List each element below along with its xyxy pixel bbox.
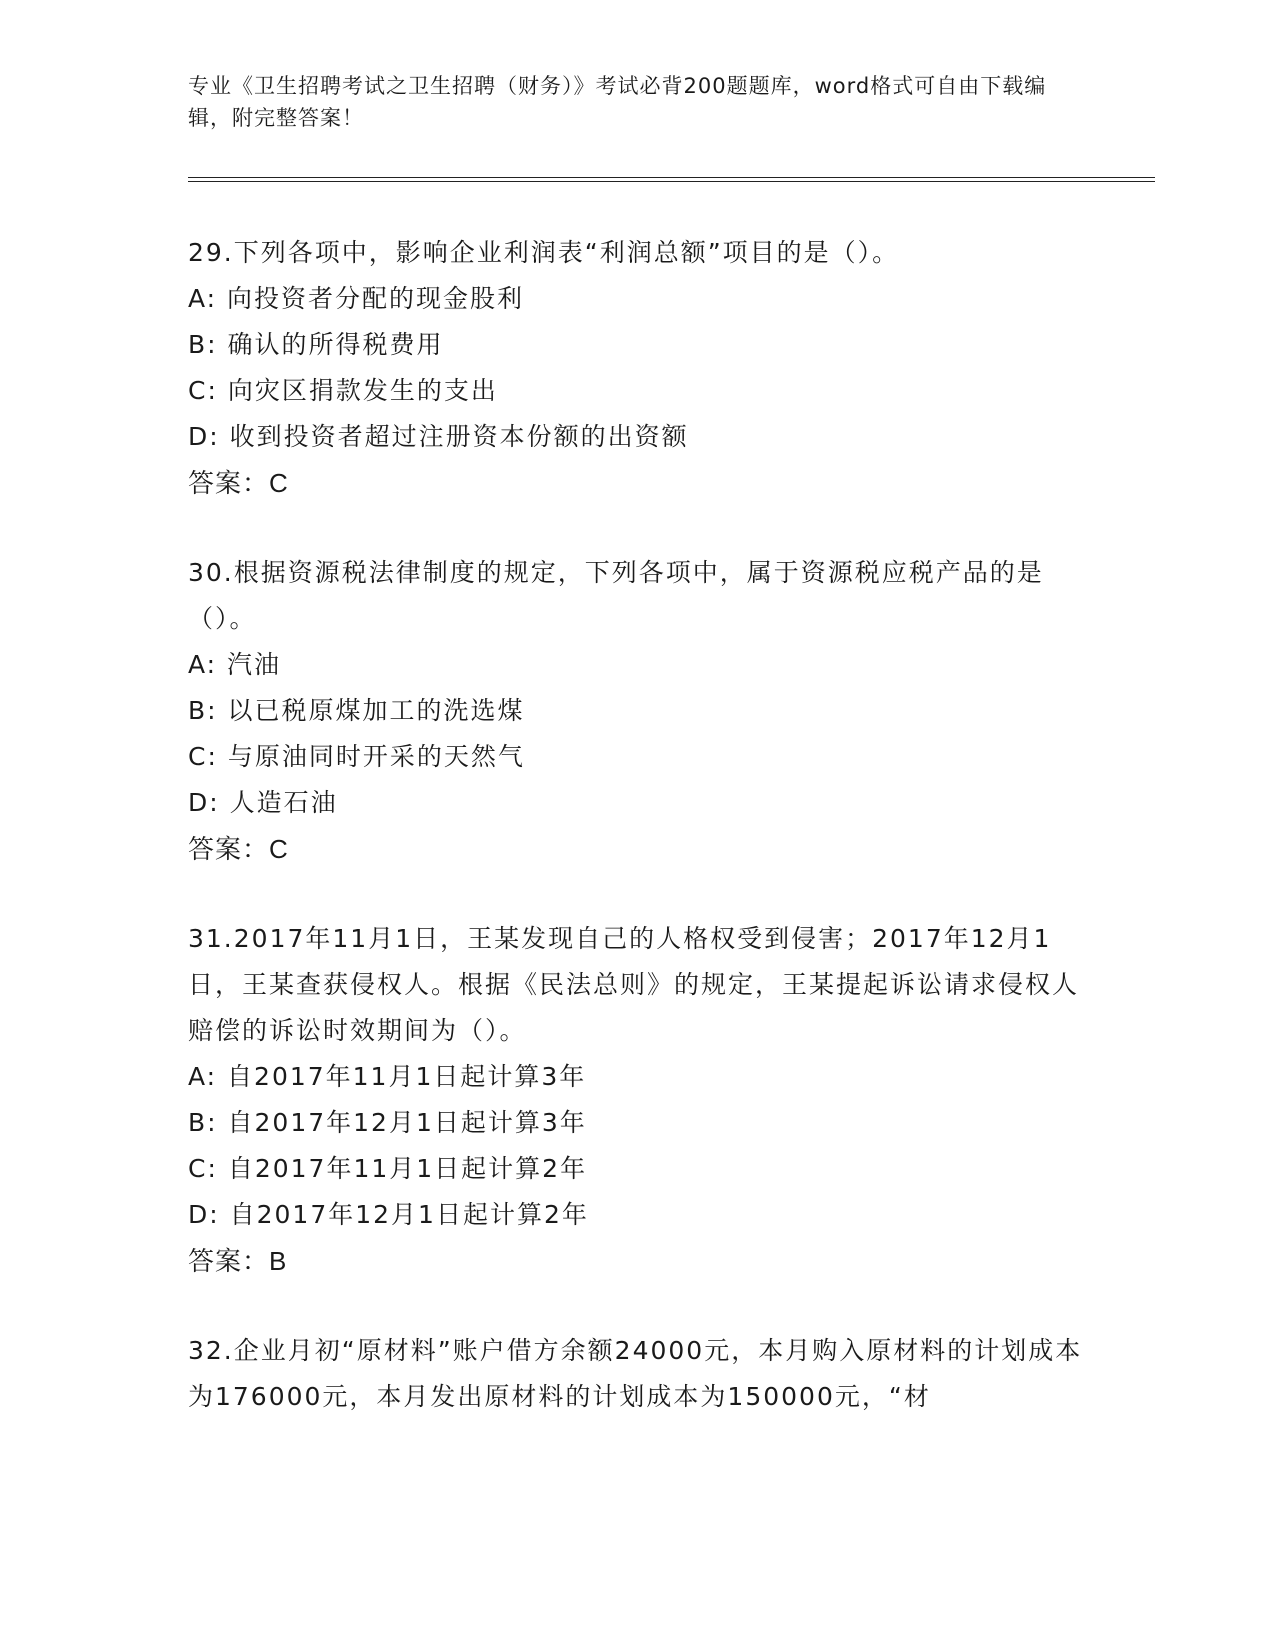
option-d: D: 收到投资者超过注册资本份额的出资额 xyxy=(188,422,689,451)
question-list xyxy=(188,230,1088,1420)
question-stem: 32.企业月初“原材料”账户借方余额24000元，本月购入原材料的计划成本为176000元，本月发出原材料的计划成本为150000元，“材 xyxy=(188,1336,1083,1411)
answer: 答案：C xyxy=(188,468,289,498)
option-a: A: 向投资者分配的现金股利 xyxy=(188,284,525,313)
question-32 xyxy=(188,1328,1088,1420)
option-d: D: 人造石油 xyxy=(188,788,338,817)
answer: 答案：C xyxy=(188,834,289,864)
question-30 xyxy=(188,550,1088,872)
header-divider xyxy=(188,177,1155,182)
document-header: 专业《卫生招聘考试之卫生招聘（财务）》考试必背200题题库，word格式可自由下载编辑，附完整答案！ xyxy=(188,74,1047,130)
option-c: C: 自2017年11月1日起计算2年 xyxy=(188,1154,588,1183)
question-stem: 30.根据资源税法律制度的规定，下列各项中，属于资源税应税产品的是（）。 xyxy=(188,558,1044,633)
option-a: A: 汽油 xyxy=(188,650,282,679)
option-b: B: 确认的所得税费用 xyxy=(188,330,444,359)
option-b: B: 以已税原煤加工的洗选煤 xyxy=(188,696,525,725)
question-stem: 29.下列各项中，影响企业利润表“利润总额”项目的是（）。 xyxy=(188,238,900,267)
question-stem: 31.2017年11月1日，王某发现自己的人格权受到侵害；2017年12月1日，王某查获侵权人。根据《民法总则》的规定，王某提起诉讼请求侵权人赔偿的诉讼时效期间为（）。 xyxy=(188,924,1080,1045)
answer: 答案：B xyxy=(188,1246,288,1276)
option-a: A: 自2017年11月1日起计算3年 xyxy=(188,1062,587,1091)
option-c: C: 与原油同时开采的天然气 xyxy=(188,742,525,771)
option-d: D: 自2017年12月1日起计算2年 xyxy=(188,1200,589,1229)
question-31 xyxy=(188,916,1088,1284)
option-b: B: 自2017年12月1日起计算3年 xyxy=(188,1108,587,1137)
question-29 xyxy=(188,230,1088,506)
option-c: C: 向灾区捐款发生的支出 xyxy=(188,376,498,405)
